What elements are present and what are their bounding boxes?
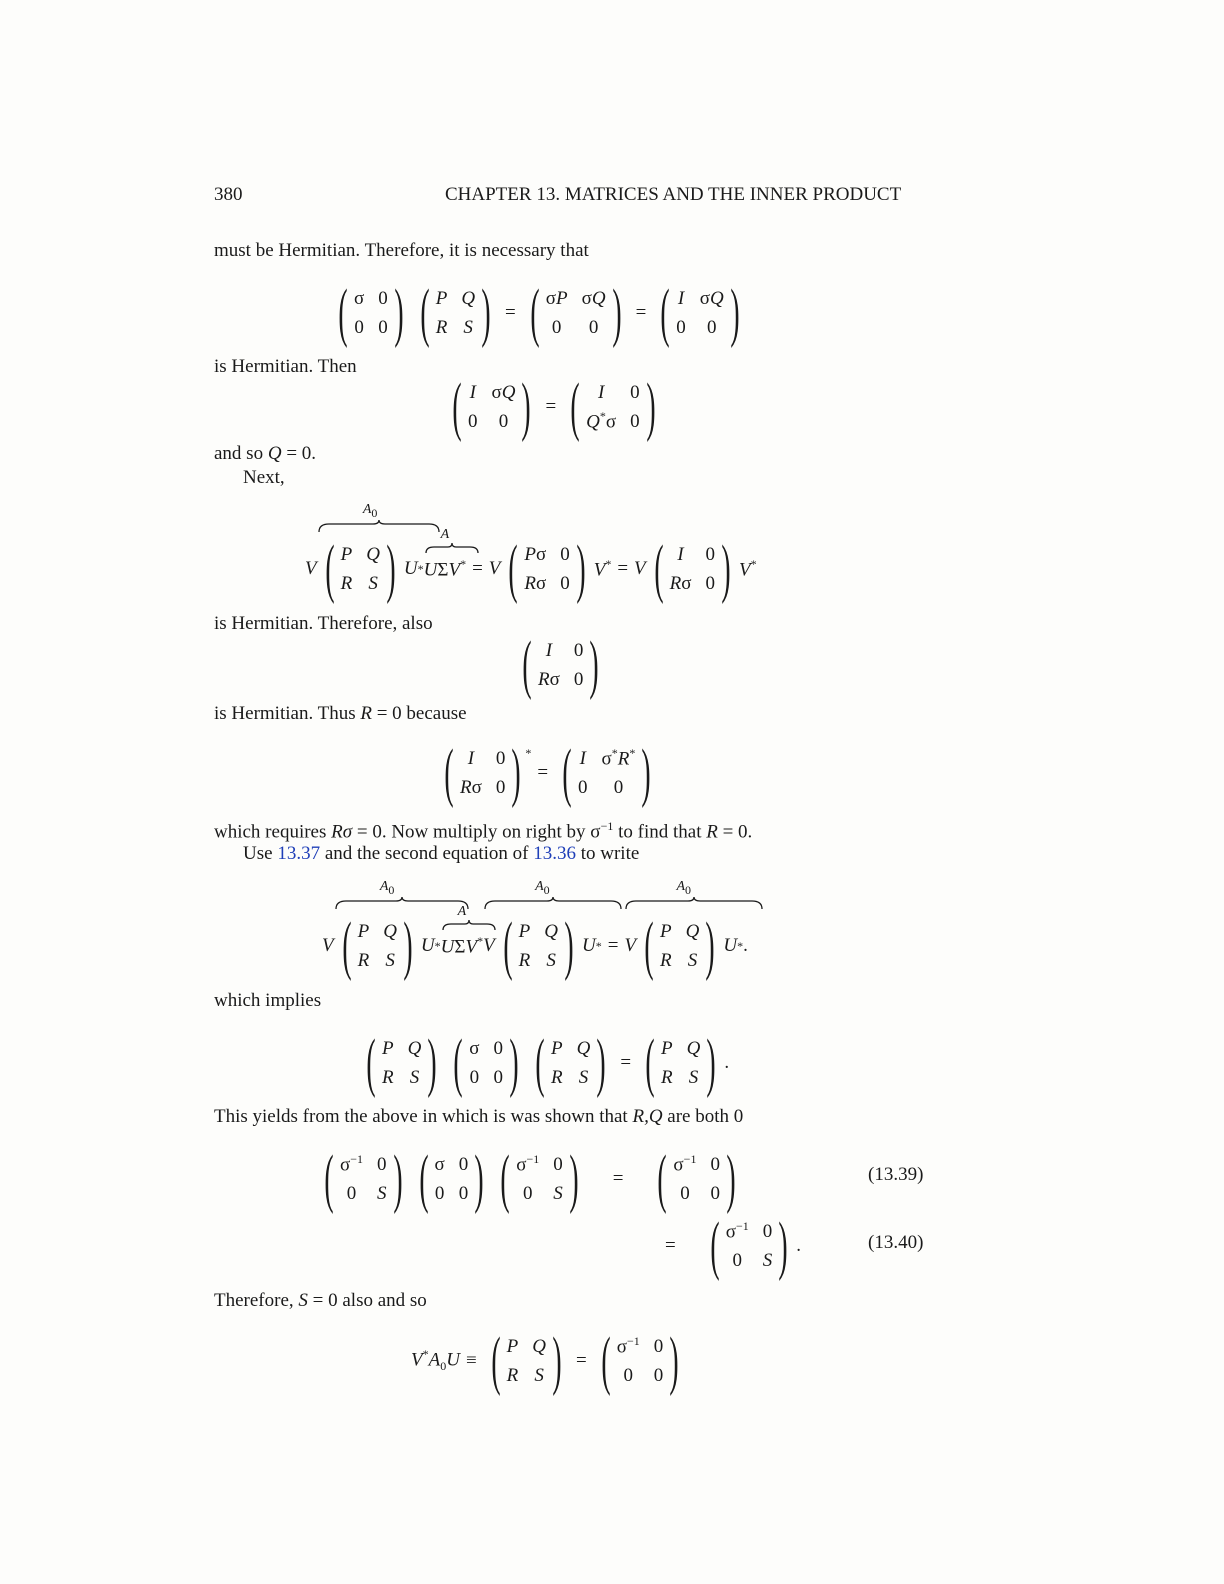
paragraph: is Hermitian. Thus R = 0 because [214,703,467,724]
paragraph: which requires Rσ = 0. Now multiply on right by $\sigma^{-1}$ to find that R = 0. [214,819,753,843]
equation-13-39: ( $\sigma^{-1}$ 0 0 S ) ( σ 0 0 0 ) ( $\sigma^{-1}$ 0 0 S ) = ( $\sigma^{-1}$ 0 0 0 ) [324,1142,736,1215]
equation-final: $V^*A_0U$ ≡ ( P Q R S ) = ( $\sigma^{-1}$ 0 0 0 ) [411,1324,679,1397]
overbrace-a0: $A_0$ ( P Q R S ) U * [334,913,441,979]
paragraph: must be Hermitian. Therefore, it is necessary that [214,240,589,261]
equation-number: (13.40) [868,1232,924,1253]
paragraph: which implies [214,990,322,1011]
equation-number: (13.39) [868,1164,924,1185]
reference-link[interactable]: 13.36 [533,843,576,864]
overbrace-a: A UΣV* [424,557,466,581]
equation-hermitian-product: ( σ 0 0 0 ) ( P Q R S ) = ( σP σQ 0 0 ) = ( I σQ 0 0 ) [338,276,740,349]
paragraph: Use 13.37 and the second equation of 13.36 to write [243,843,640,864]
paragraph: Next, [243,467,285,488]
reference-link[interactable]: 13.37 [277,843,321,864]
equation-q-transpose: ( I σQ 0 0 ) = ( I 0 Q*σ 0 ) [452,370,656,443]
equation-13-40: = ( $\sigma^{-1}$ 0 0 S ) . [665,1209,801,1282]
equation-also-hermitian: ( I 0 Rσ 0 ) [522,628,599,701]
overbrace-a0: $A_0$ V ( P Q R S ) U * [624,913,743,979]
paragraph: is Hermitian. Therefore, also [214,613,433,634]
paragraph: is Hermitian. Then [214,356,357,377]
equation-implies: ( P Q R S ) ( σ 0 0 0 ) ( P Q R S ) = ( P Q R S ) . [366,1026,730,1099]
paragraph: and so Q = 0. [214,443,317,464]
equation-conjugate: ( I 0 Rσ 0 ) * = ( I σ*R* 0 0 ) [444,736,651,809]
overbrace-a0: $A_0$ ( P Q R S ) U * [317,536,424,602]
page-number: 380 [214,184,243,205]
overbrace-a: A UΣV* [441,934,483,958]
paragraph: This yields from the above in which is was shown that R,Q are both 0 [214,1106,744,1127]
equation-next: V $A_0$ ( P Q R S ) U * A UΣV* = V ( Pσ 0 Rσ 0 ) V* = V ( I 0 Rσ 0 ) V* [305,502,757,605]
overbrace-a0: $A_0$ V ( P Q R S ) U * [483,913,602,979]
paragraph: Therefore, S = 0 also and so [214,1290,427,1311]
equation-write: V $A_0$ ( P Q R S ) U * A UΣV* $A_0$ V ( P Q R S ) U * = $A_0$ V ( P Q R S ) U * . [322,913,748,979]
running-header: CHAPTER 13. MATRICES AND THE INNER PRODUCT [445,184,902,205]
